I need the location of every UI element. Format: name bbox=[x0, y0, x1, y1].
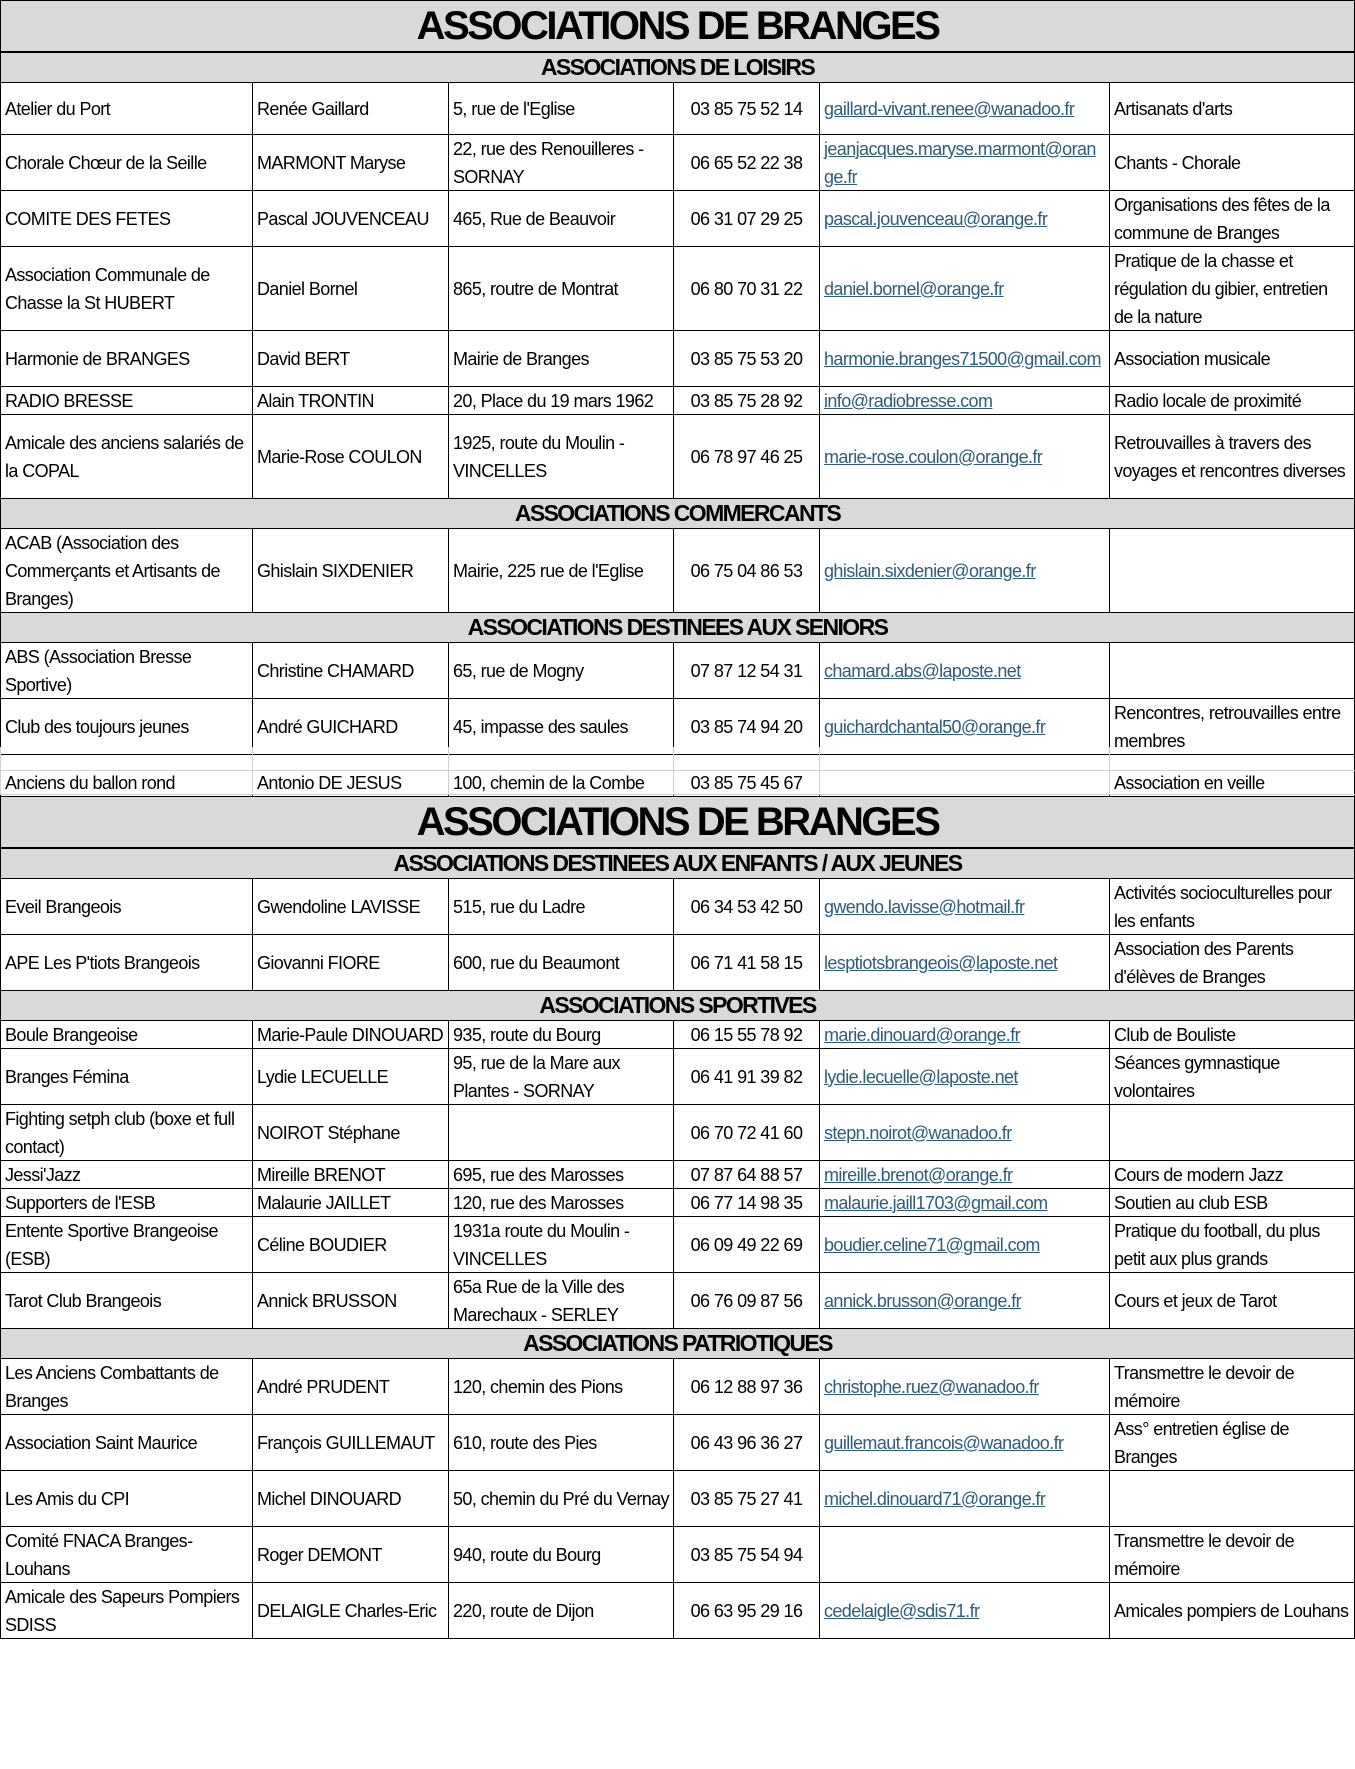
association-name-cell: Amicale des anciens salariés de la COPAL bbox=[0, 415, 252, 498]
email-link[interactable]: info@radiobresse.com bbox=[824, 390, 993, 411]
contact-name-cell: Alain TRONTIN bbox=[252, 387, 448, 414]
blank-rows bbox=[0, 747, 1355, 795]
phone-cell: 07 87 64 88 57 bbox=[673, 1161, 819, 1188]
email-cell bbox=[819, 1189, 1109, 1216]
page-title: ASSOCIATIONS DE BRANGES bbox=[0, 796, 1355, 849]
phone-cell: 06 77 14 98 35 bbox=[673, 1189, 819, 1216]
activity-cell: Organisations des fêtes de la commune de Branges bbox=[1109, 191, 1355, 246]
association-name-cell: Entente Sportive Brangeoise (ESB) bbox=[0, 1217, 252, 1272]
blank-cell bbox=[673, 771, 819, 794]
email-cell bbox=[819, 415, 1109, 498]
activity-cell: Chants - Chorale bbox=[1109, 135, 1355, 190]
contact-name-cell: Malaurie JAILLET bbox=[252, 1189, 448, 1216]
blank-cell bbox=[673, 747, 819, 770]
activity-cell: Cours et jeux de Tarot bbox=[1109, 1273, 1355, 1328]
association-name-cell: Association Communale de Chasse la St HUBERT bbox=[0, 247, 252, 330]
activity-cell: Activités socioculturelles pour les enfants bbox=[1109, 879, 1355, 934]
association-name-cell: Harmonie de BRANGES bbox=[0, 331, 252, 386]
address-cell: 5, rue de l'Eglise bbox=[448, 83, 673, 134]
email-cell bbox=[819, 387, 1109, 414]
blank-cell bbox=[0, 771, 252, 794]
email-link[interactable]: gwendo.lavisse@hotmail.fr bbox=[824, 896, 1025, 917]
phone-cell: 06 12 88 97 36 bbox=[673, 1359, 819, 1414]
contact-name-cell: Gwendoline LAVISSE bbox=[252, 879, 448, 934]
email-link[interactable]: daniel.bornel@orange.fr bbox=[824, 278, 1004, 299]
contact-name-cell: Giovanni FIORE bbox=[252, 935, 448, 990]
blank-cell bbox=[1109, 771, 1355, 794]
email-cell bbox=[819, 83, 1109, 134]
address-cell: 600, rue du Beaumont bbox=[448, 935, 673, 990]
phone-cell: 06 70 72 41 60 bbox=[673, 1105, 819, 1160]
email-cell bbox=[819, 191, 1109, 246]
address-cell: 940, route du Bourg bbox=[448, 1527, 673, 1582]
table-row bbox=[0, 1161, 1355, 1189]
email-cell bbox=[819, 879, 1109, 934]
blank-row bbox=[0, 771, 1355, 795]
contact-name-cell: Roger DEMONT bbox=[252, 1527, 448, 1582]
activity-cell: Club de Bouliste bbox=[1109, 1021, 1355, 1048]
table-row bbox=[0, 1189, 1355, 1217]
email-link[interactable]: ghislain.sixdenier@orange.fr bbox=[824, 560, 1036, 581]
email-link[interactable]: lydie.lecuelle@laposte.net bbox=[824, 1066, 1018, 1087]
section-header: ASSOCIATIONS DESTINEES AUX ENFANTS / AUX JEUNES bbox=[0, 849, 1355, 879]
section-header: ASSOCIATIONS DESTINEES AUX SENIORS bbox=[0, 613, 1355, 643]
contact-name-cell: David BERT bbox=[252, 331, 448, 386]
email-cell bbox=[819, 331, 1109, 386]
email-link[interactable]: pascal.jouvenceau@orange.fr bbox=[824, 208, 1048, 229]
address-cell: 515, rue du Ladre bbox=[448, 879, 673, 934]
address-cell: 465, Rue de Beauvoir bbox=[448, 191, 673, 246]
section-header: ASSOCIATIONS SPORTIVES bbox=[0, 991, 1355, 1021]
activity-cell bbox=[1109, 1105, 1355, 1160]
table-row bbox=[0, 1471, 1355, 1527]
blank-row bbox=[0, 747, 1355, 771]
activity-cell bbox=[1109, 1471, 1355, 1526]
email-cell bbox=[819, 1527, 1109, 1582]
email-link[interactable]: annick.brusson@orange.fr bbox=[824, 1290, 1021, 1311]
table-row bbox=[0, 1359, 1355, 1415]
association-name-cell: Anciens du ballon rond bbox=[0, 755, 252, 810]
activity-cell: Soutien au club ESB bbox=[1109, 1189, 1355, 1216]
address-cell: 22, rue des Renouilleres - SORNAY bbox=[448, 135, 673, 190]
address-cell: 95, rue de la Mare aux Plantes - SORNAY bbox=[448, 1049, 673, 1104]
activity-cell: Transmettre le devoir de mémoire bbox=[1109, 1359, 1355, 1414]
address-cell: 120, rue des Marosses bbox=[448, 1189, 673, 1216]
table-row bbox=[0, 1105, 1355, 1161]
email-cell bbox=[819, 1021, 1109, 1048]
contact-name-cell: Lydie LECUELLE bbox=[252, 1049, 448, 1104]
contact-name-cell: Pascal JOUVENCEAU bbox=[252, 191, 448, 246]
phone-cell: 06 75 04 86 53 bbox=[673, 529, 819, 612]
email-cell bbox=[819, 1105, 1109, 1160]
phone-cell: 06 76 09 87 56 bbox=[673, 1273, 819, 1328]
activity-cell: Association en veille bbox=[1109, 755, 1355, 810]
phone-cell: 03 85 75 52 14 bbox=[673, 83, 819, 134]
phone-cell: 06 80 70 31 22 bbox=[673, 247, 819, 330]
phone-cell: 03 85 74 94 20 bbox=[673, 699, 819, 754]
contact-name-cell: Mireille BRENOT bbox=[252, 1161, 448, 1188]
blank-cell bbox=[448, 771, 673, 794]
table-row bbox=[0, 1583, 1355, 1639]
address-cell: 20, Place du 19 mars 1962 bbox=[448, 387, 673, 414]
email-cell bbox=[819, 935, 1109, 990]
email-link[interactable]: harmonie.branges71500@gmail.com bbox=[824, 348, 1101, 369]
associations-block bbox=[0, 0, 1355, 811]
phone-cell: 06 63 95 29 16 bbox=[673, 1583, 819, 1638]
activity-cell: Pratique de la chasse et régulation du gibier, entretien de la nature bbox=[1109, 247, 1355, 330]
association-name-cell: ACAB (Association des Commerçants et Artisants de Branges) bbox=[0, 529, 252, 612]
email-cell bbox=[819, 1161, 1109, 1188]
blank-cell bbox=[1109, 747, 1355, 770]
email-link[interactable]: michel.dinouard71@orange.fr bbox=[824, 1488, 1046, 1509]
activity-cell: Retrouvailles à travers des voyages et rencontres diverses bbox=[1109, 415, 1355, 498]
contact-name-cell: Céline BOUDIER bbox=[252, 1217, 448, 1272]
table-row bbox=[0, 135, 1355, 191]
email-link[interactable]: guichardchantal50@orange.fr bbox=[824, 716, 1046, 737]
association-name-cell: Club des toujours jeunes bbox=[0, 699, 252, 754]
contact-name-cell: André GUICHARD bbox=[252, 699, 448, 754]
address-cell: Mairie de Branges bbox=[448, 331, 673, 386]
email-link[interactable]: boudier.celine71@gmail.com bbox=[824, 1234, 1040, 1255]
email-cell bbox=[819, 699, 1109, 754]
email-cell bbox=[819, 643, 1109, 698]
email-cell bbox=[819, 1471, 1109, 1526]
activity-cell: Transmettre le devoir de mémoire bbox=[1109, 1527, 1355, 1582]
phone-cell: 06 71 41 58 15 bbox=[673, 935, 819, 990]
table-row bbox=[0, 247, 1355, 331]
email-cell bbox=[819, 1217, 1109, 1272]
email-cell bbox=[819, 135, 1109, 190]
contact-name-cell: Antonio DE JESUS bbox=[252, 755, 448, 810]
contact-name-cell: Marie-Rose COULON bbox=[252, 415, 448, 498]
address-cell: 65a Rue de la Ville des Marechaux - SERLEY bbox=[448, 1273, 673, 1328]
association-name-cell: Comité FNACA Branges-Louhans bbox=[0, 1527, 252, 1582]
address-cell: 45, impasse des saules bbox=[448, 699, 673, 754]
phone-cell: 03 85 75 27 41 bbox=[673, 1471, 819, 1526]
page-title: ASSOCIATIONS DE BRANGES bbox=[0, 0, 1355, 53]
associations-block bbox=[0, 796, 1355, 1639]
contact-name-cell: Ghislain SIXDENIER bbox=[252, 529, 448, 612]
association-name-cell: Branges Fémina bbox=[0, 1049, 252, 1104]
address-cell: 610, route des Pies bbox=[448, 1415, 673, 1470]
blank-cell bbox=[448, 747, 673, 770]
phone-cell: 06 41 91 39 82 bbox=[673, 1049, 819, 1104]
table-row bbox=[0, 1217, 1355, 1273]
email-cell bbox=[819, 1049, 1109, 1104]
activity-cell: Radio locale de proximité bbox=[1109, 387, 1355, 414]
association-name-cell: Supporters de l'ESB bbox=[0, 1189, 252, 1216]
phone-cell: 06 43 96 36 27 bbox=[673, 1415, 819, 1470]
blank-cell bbox=[252, 771, 448, 794]
association-name-cell: Les Amis du CPI bbox=[0, 1471, 252, 1526]
association-name-cell: Eveil Brangeois bbox=[0, 879, 252, 934]
address-cell: Mairie, 225 rue de l'Eglise bbox=[448, 529, 673, 612]
activity-cell: Rencontres, retrouvailles entre membres bbox=[1109, 699, 1355, 754]
phone-cell: 06 78 97 46 25 bbox=[673, 415, 819, 498]
activity-cell: Amicales pompiers de Louhans bbox=[1109, 1583, 1355, 1638]
table-row bbox=[0, 387, 1355, 415]
activity-cell: Association musicale bbox=[1109, 331, 1355, 386]
address-cell: 50, chemin du Pré du Vernay bbox=[448, 1471, 673, 1526]
phone-cell: 06 09 49 22 69 bbox=[673, 1217, 819, 1272]
contact-name-cell: NOIROT Stéphane bbox=[252, 1105, 448, 1160]
email-cell bbox=[819, 1273, 1109, 1328]
contact-name-cell: Renée Gaillard bbox=[252, 83, 448, 134]
table-row bbox=[0, 529, 1355, 613]
association-name-cell: Jessi'Jazz bbox=[0, 1161, 252, 1188]
address-cell: 100, chemin de la Combe bbox=[448, 755, 673, 810]
activity-cell: Ass° entretien église de Branges bbox=[1109, 1415, 1355, 1470]
association-name-cell: RADIO BRESSE bbox=[0, 387, 252, 414]
activity-cell: Artisanats d'arts bbox=[1109, 83, 1355, 134]
association-name-cell: Atelier du Port bbox=[0, 83, 252, 134]
phone-cell: 03 85 75 45 67 bbox=[673, 755, 819, 810]
email-link[interactable]: chamard.abs@laposte.net bbox=[824, 660, 1021, 681]
email-link[interactable]: christophe.ruez@wanadoo.fr bbox=[824, 1376, 1039, 1397]
email-link[interactable]: marie.dinouard@orange.fr bbox=[824, 1024, 1020, 1045]
association-name-cell: Fighting setph club (boxe et full contact) bbox=[0, 1105, 252, 1160]
email-link[interactable]: gaillard-vivant.renee@wanadoo.fr bbox=[824, 98, 1075, 119]
email-link[interactable]: mireille.brenot@orange.fr bbox=[824, 1164, 1013, 1185]
contact-name-cell: Christine CHAMARD bbox=[252, 643, 448, 698]
email-link[interactable]: malaurie.jaill1703@gmail.com bbox=[824, 1192, 1048, 1213]
table-row bbox=[0, 879, 1355, 935]
association-name-cell: Les Anciens Combattants de Branges bbox=[0, 1359, 252, 1414]
table-row bbox=[0, 935, 1355, 991]
phone-cell: 03 85 75 53 20 bbox=[673, 331, 819, 386]
address-cell: 220, route de Dijon bbox=[448, 1583, 673, 1638]
association-name-cell: Association Saint Maurice bbox=[0, 1415, 252, 1470]
association-name-cell: Chorale Chœur de la Seille bbox=[0, 135, 252, 190]
contact-name-cell: Daniel Bornel bbox=[252, 247, 448, 330]
contact-name-cell: Annick BRUSSON bbox=[252, 1273, 448, 1328]
section-header: ASSOCIATIONS DE LOISIRS bbox=[0, 53, 1355, 83]
email-link[interactable]: lesptiotsbrangeois@laposte.net bbox=[824, 952, 1058, 973]
table-row bbox=[0, 1021, 1355, 1049]
table-row bbox=[0, 643, 1355, 699]
table-row bbox=[0, 1273, 1355, 1329]
contact-name-cell: MARMONT Maryse bbox=[252, 135, 448, 190]
phone-cell: 06 34 53 42 50 bbox=[673, 879, 819, 934]
address-cell bbox=[448, 1105, 673, 1160]
address-cell: 695, rue des Marosses bbox=[448, 1161, 673, 1188]
section-header: ASSOCIATIONS COMMERCANTS bbox=[0, 499, 1355, 529]
activity-cell bbox=[1109, 643, 1355, 698]
email-link[interactable]: stepn.noirot@wanadoo.fr bbox=[824, 1122, 1012, 1143]
contact-name-cell: André PRUDENT bbox=[252, 1359, 448, 1414]
table-row bbox=[0, 191, 1355, 247]
association-name-cell: APE Les P'tiots Brangeois bbox=[0, 935, 252, 990]
table-row bbox=[0, 83, 1355, 135]
association-name-cell: Tarot Club Brangeois bbox=[0, 1273, 252, 1328]
blank-cell bbox=[819, 747, 1109, 770]
section-header: ASSOCIATIONS PATRIOTIQUES bbox=[0, 1329, 1355, 1359]
association-name-cell: COMITE DES FETES bbox=[0, 191, 252, 246]
table-row bbox=[0, 331, 1355, 387]
contact-name-cell: François GUILLEMAUT bbox=[252, 1415, 448, 1470]
blank-cell bbox=[0, 747, 252, 770]
contact-name-cell: Marie-Paule DINOUARD bbox=[252, 1021, 448, 1048]
blank-cell bbox=[252, 747, 448, 770]
activity-cell: Pratique du football, du plus petit aux plus grands bbox=[1109, 1217, 1355, 1272]
table-row bbox=[0, 1049, 1355, 1105]
activity-cell: Cours de modern Jazz bbox=[1109, 1161, 1355, 1188]
address-cell: 1931a route du Moulin - VINCELLES bbox=[448, 1217, 673, 1272]
activity-cell: Association des Parents d'élèves de Branges bbox=[1109, 935, 1355, 990]
email-cell bbox=[819, 1415, 1109, 1470]
phone-cell: 06 65 52 22 38 bbox=[673, 135, 819, 190]
phone-cell: 06 15 55 78 92 bbox=[673, 1021, 819, 1048]
email-cell bbox=[819, 1583, 1109, 1638]
email-cell bbox=[819, 529, 1109, 612]
address-cell: 865, routre de Montrat bbox=[448, 247, 673, 330]
association-name-cell: Boule Brangeoise bbox=[0, 1021, 252, 1048]
contact-name-cell: DELAIGLE Charles-Eric bbox=[252, 1583, 448, 1638]
email-link[interactable]: guillemaut.francois@wanadoo.fr bbox=[824, 1432, 1064, 1453]
table-row bbox=[0, 415, 1355, 499]
phone-cell: 03 85 75 54 94 bbox=[673, 1527, 819, 1582]
email-cell bbox=[819, 1359, 1109, 1414]
address-cell: 1925, route du Moulin - VINCELLES bbox=[448, 415, 673, 498]
email-cell bbox=[819, 247, 1109, 330]
email-link[interactable]: jeanjacques.maryse.marmont@orange.fr bbox=[824, 138, 1096, 187]
contact-name-cell: Michel DINOUARD bbox=[252, 1471, 448, 1526]
association-name-cell: Amicale des Sapeurs Pompiers SDISS bbox=[0, 1583, 252, 1638]
address-cell: 65, rue de Mogny bbox=[448, 643, 673, 698]
association-name-cell: ABS (Association Bresse Sportive) bbox=[0, 643, 252, 698]
email-link[interactable]: marie-rose.coulon@orange.fr bbox=[824, 446, 1043, 467]
phone-cell: 07 87 12 54 31 bbox=[673, 643, 819, 698]
activity-cell: Séances gymnastique volontaires bbox=[1109, 1049, 1355, 1104]
phone-cell: 06 31 07 29 25 bbox=[673, 191, 819, 246]
activity-cell bbox=[1109, 529, 1355, 612]
address-cell: 120, chemin des Pions bbox=[448, 1359, 673, 1414]
phone-cell: 03 85 75 28 92 bbox=[673, 387, 819, 414]
table-row bbox=[0, 1527, 1355, 1583]
email-link[interactable]: cedelaigle@sdis71.fr bbox=[824, 1600, 980, 1621]
address-cell: 935, route du Bourg bbox=[448, 1021, 673, 1048]
table-row bbox=[0, 1415, 1355, 1471]
blank-cell bbox=[819, 771, 1109, 794]
